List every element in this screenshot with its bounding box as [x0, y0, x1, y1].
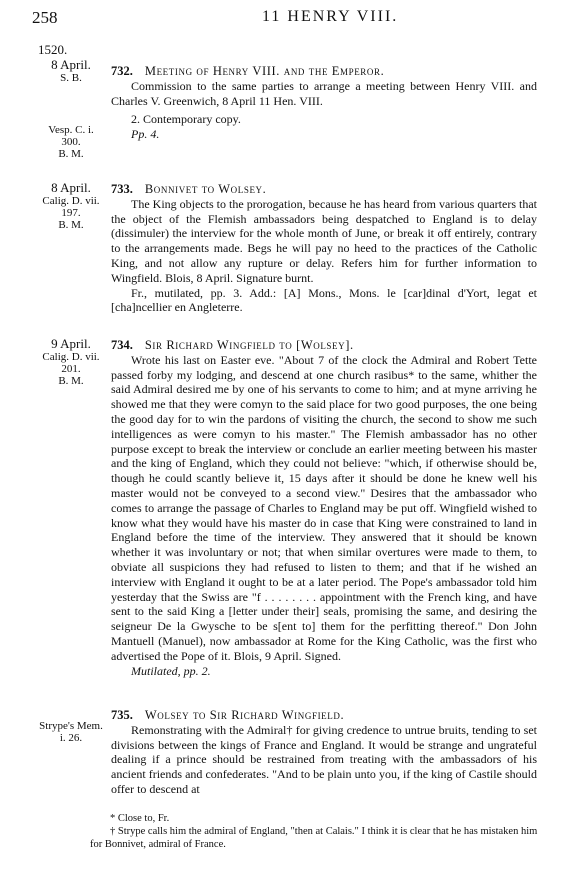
- entry-note: Mutilated, pp. 2.: [131, 663, 211, 678]
- entry-733: [111, 182, 537, 315]
- entry-number: 732.: [111, 64, 133, 78]
- entry-heading: [111, 708, 537, 723]
- entry-heading: [111, 64, 537, 79]
- margin-date: 8 April.: [51, 180, 91, 195]
- entry-number: 734.: [111, 338, 133, 352]
- entry-text: Remonstrating with the Admiral† for giving credence to untrue bruits, tending to set divisions between the kings of France and England. It would be strange and ungrateful dealing if a prince should be restrained from treating with the ambassadors of his ancient friends and confederates. "And to be plain unto you, if the king of Castile should offer to descend at: [111, 722, 537, 796]
- margin-ref: 201.: [61, 363, 81, 375]
- entry-title: Wolsey to Sir Richard Wingfield.: [144, 708, 345, 722]
- entry-number: 735.: [111, 708, 133, 722]
- entry-note: 2. Contemporary copy.: [131, 112, 241, 127]
- margin-note-732: [34, 42, 108, 84]
- margin-ref: S. B.: [60, 72, 82, 84]
- entry-732: [111, 64, 537, 142]
- entry-735: [111, 708, 537, 797]
- year-label: 1520.: [38, 42, 68, 57]
- margin-note-733: [34, 180, 108, 231]
- entry-text: Wrote his last on Easter eve. "About 7 of the clock the Admiral and Robert Tette passed forby my lodging, and descend at one church rasibus* to the same, whither the said Admiral desired me by one of his servants to come to him; and at myne arriving he showed me that they were comyn to the said place for two good purposes, the one being the good day for to win the pardons of visiting the church, the second to show me such intelligences as were comyn to his master." The Flemish ambassador has no other purpose except to break the interview or conclude an earlier meeting between his master and the king of England, which they could not believe: "which, if otherwise should be, though he could scantly believe it, 15 days after it should be done he knew well his master would not be conveyed to a second view." Desires that the ambassador who comes to arrange the passage of Charles to England may be put off. Wingfield wished to know what they would have his master do in case that King were constrained to land in England before the time of the interview. They answered that it should be known whether it was involuntary or not; that when similar overtures were made to them, to obviate all suspicions they had refused to listen to them; and that if he wished an interview with England it ought to be at a later period. The Pope's ambassador told him yesterday that the Swiss are "f . . . . . . . . appointment with the French king, and have sent to the said King a [letter under their] seals, promising the same, and desiring the seigneur De la Gwysche to be s[ent to] them for the perfitting thereof." Don John Mantuell (Manuel), now ambassador at Rome for the King Catholic, was the first who advertised the Pope of it. Blois, 9 April. Signed.: [111, 352, 537, 663]
- page-number: 258: [32, 8, 58, 27]
- margin-ref: B. M.: [58, 375, 84, 387]
- margin-ref: Strype's Mem.: [39, 720, 103, 732]
- margin-ref: 197.: [61, 207, 81, 219]
- running-title: 11 HENRY VIII.: [262, 8, 399, 25]
- margin-note-734: [34, 336, 108, 387]
- entry-text: The King objects to the prorogation, because he has heard from various quarters that the object of the Flemish ambassadors being despatched to England is to delay (dissimuler) the interview for the whole month of June, or break it off entirely, contrary to the arrangements made. Begs he will pay no heed to the practices of the Catholic King, and not allow any rupture or delay. Refers him for further information to Wingfield. Blois, 8 April. Signature burnt.: [111, 196, 537, 285]
- entry-note: Fr., mutilated, pp. 3. Add.: [A] Mons., Mons. le [car]dinal d'Yort, legat et [cha]ncellier en Angleterre.: [111, 285, 537, 315]
- footnote: * Close to, Fr.: [110, 813, 170, 824]
- entry-heading: [111, 338, 537, 353]
- entry-number: 733.: [111, 182, 133, 196]
- entry-title: Sir Richard Wingfield to [Wolsey].: [144, 338, 354, 352]
- margin-ref: Calig. D. vii.: [42, 351, 100, 363]
- footnote: † Strype calls him the admiral of England, "then at Calais." I think it is clear that he has mistaken him for Bonnivet, admiral of France.: [90, 826, 538, 850]
- margin-ref: Calig. D. vii.: [42, 195, 100, 207]
- margin-date: 9 April.: [51, 336, 91, 351]
- margin-ref: i. 26.: [59, 732, 83, 744]
- margin-note-732-copy: [34, 124, 108, 160]
- footnotes: [90, 812, 543, 851]
- page-header: [32, 8, 543, 32]
- entry-734: [111, 338, 537, 678]
- entry-title: Bonnivet to Wolsey.: [144, 182, 267, 196]
- margin-date: 8 April.: [51, 57, 91, 72]
- margin-ref: Vesp. C. i.: [48, 124, 94, 136]
- margin-ref: 300.: [61, 136, 81, 148]
- entry-text: Commission to the same parties to arrange a meeting between Henry VIII. and Charles V. Greenwich, 8 April 11 Hen. VIII.: [111, 78, 537, 108]
- margin-ref: B. M.: [58, 148, 84, 160]
- entry-heading: [111, 182, 537, 197]
- entry-pages: Pp. 4.: [131, 127, 160, 142]
- entry-title: Meeting of Henry VIII. and the Emperor.: [144, 64, 385, 78]
- margin-note-735: [34, 720, 108, 744]
- margin-ref: B. M.: [58, 219, 84, 231]
